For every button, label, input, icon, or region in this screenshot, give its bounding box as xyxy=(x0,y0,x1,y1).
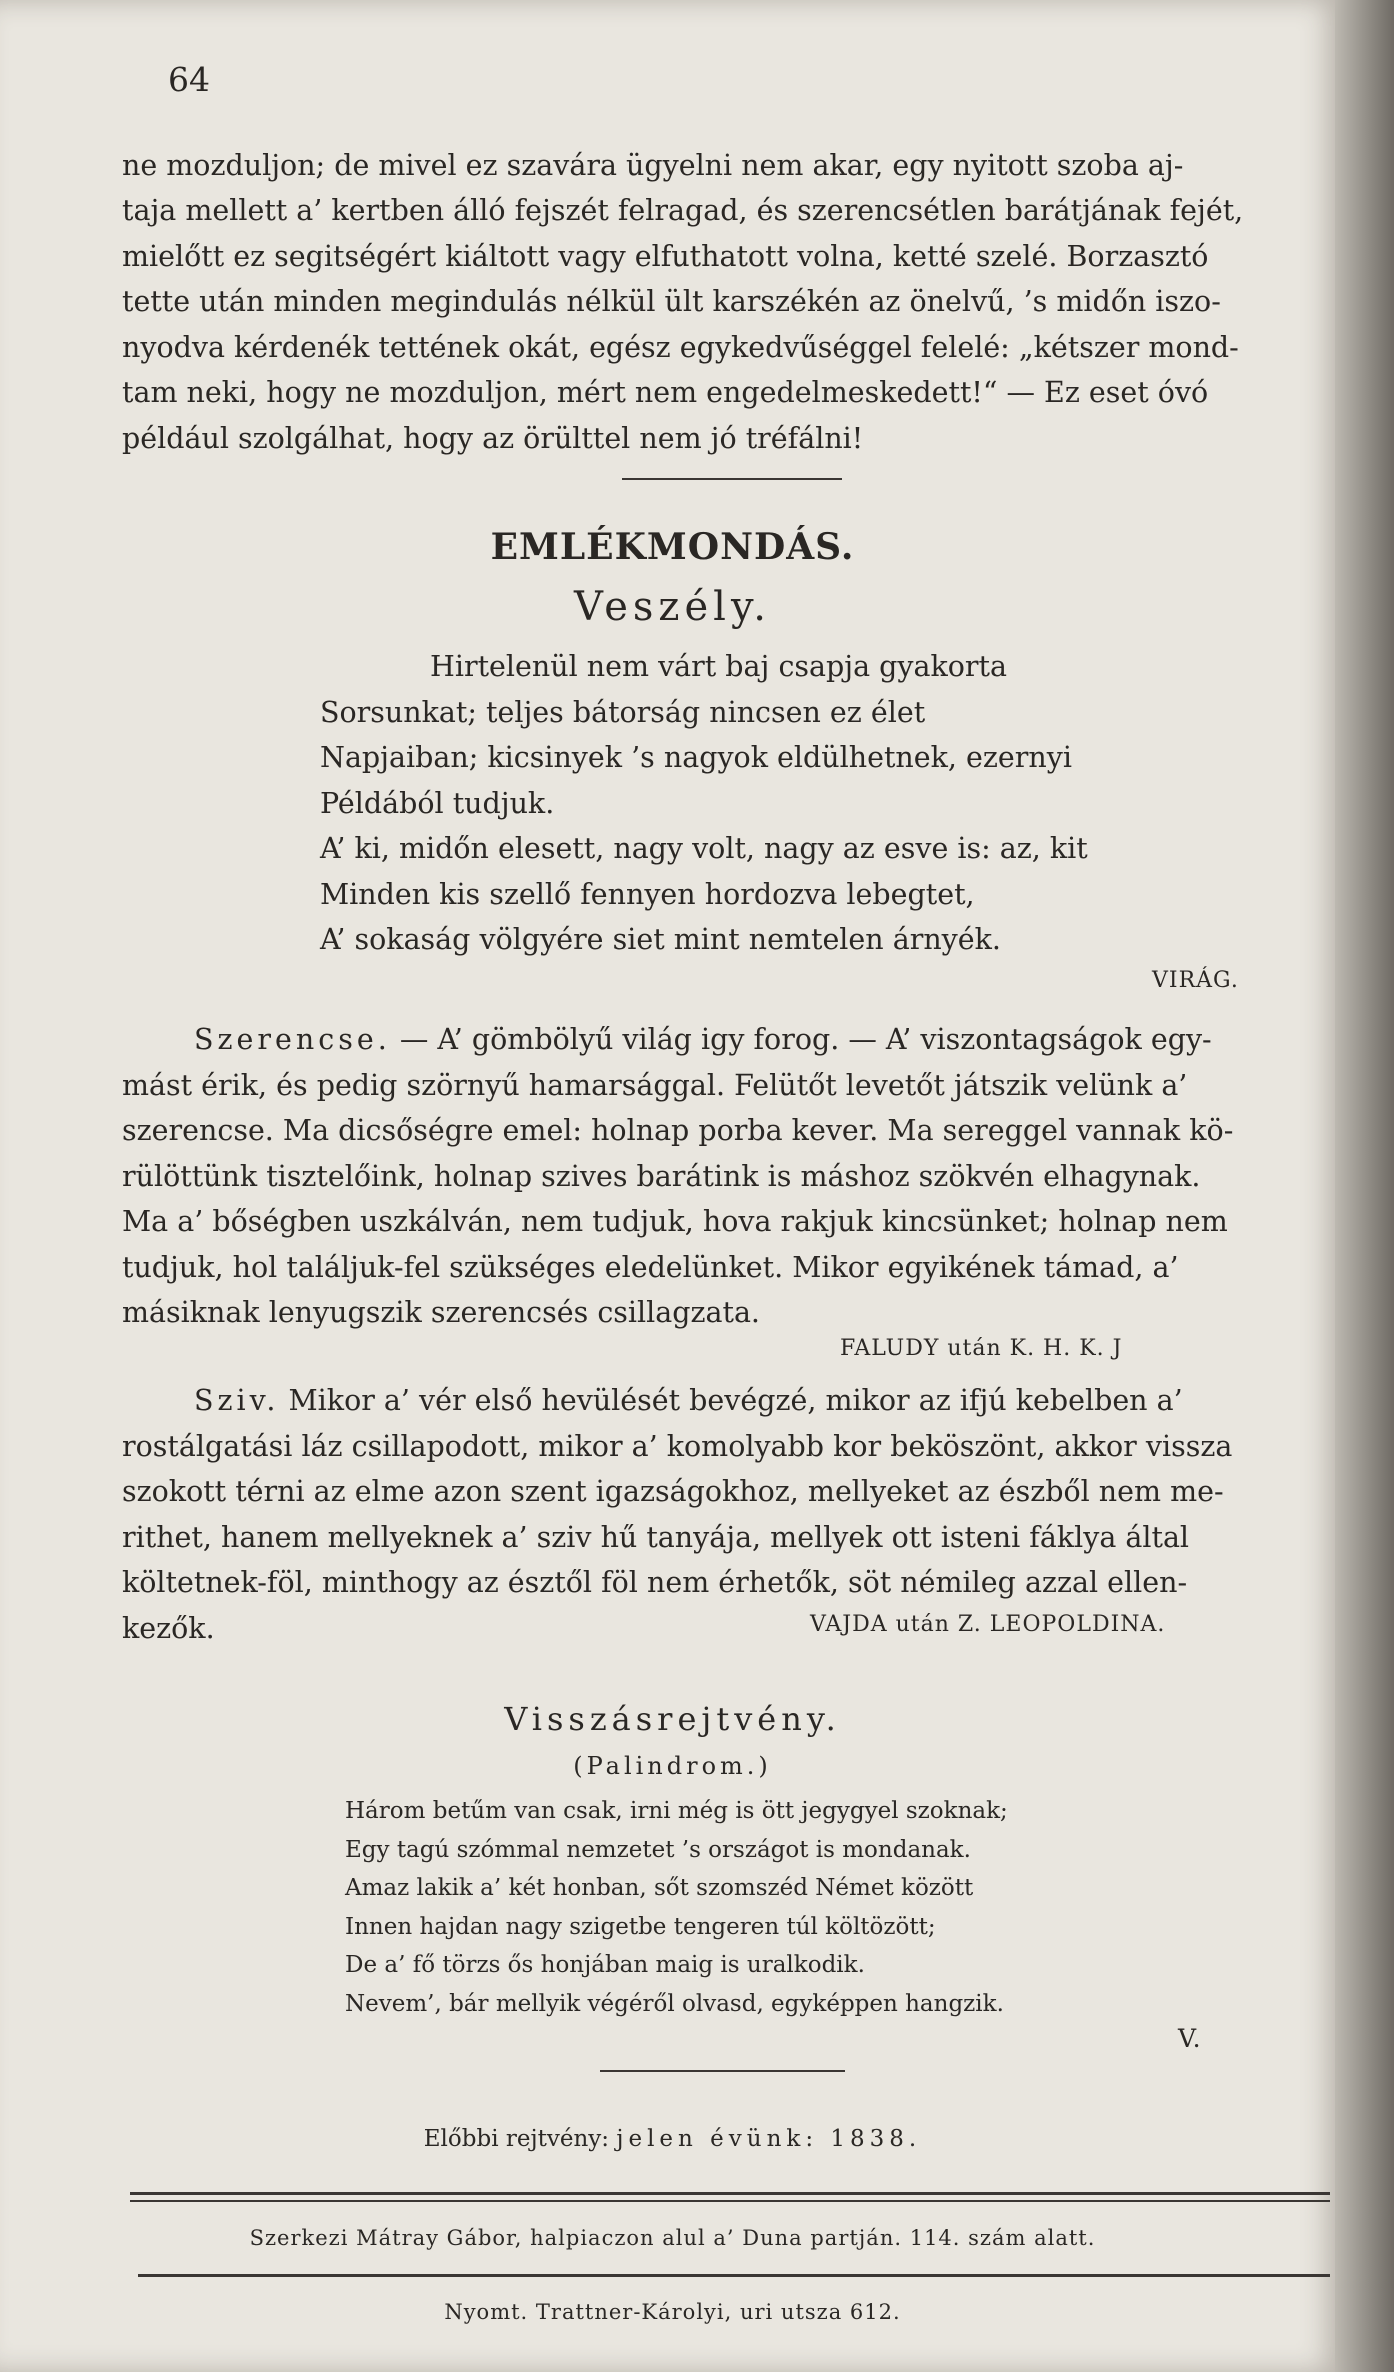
szerencse-line: — A’ gömbölyű világ igy forog. — A’ viszontagságok egy- xyxy=(399,1023,1212,1056)
divider xyxy=(622,478,842,480)
previous-solution xyxy=(0,2126,1345,2152)
sziv-line-first xyxy=(122,1378,1330,1424)
szerencse-line: rülöttünk tisztelőink, holnap szives barátink is máshoz szökvén elhagynak. xyxy=(122,1160,1201,1193)
poem-line: Példából tudjuk. xyxy=(320,786,555,820)
szerencse-author: FALUDY után K. H. K. J xyxy=(840,1336,1123,1361)
riddle-subtitle: (Palindrom.) xyxy=(573,1752,772,1780)
sziv-line: költetnek-föl, minthogy az észtől föl nem érhetők, söt némileg azzal ellen- xyxy=(122,1566,1188,1599)
poem-line: Minden kis szellő fennyen hordozva lebegtet, xyxy=(320,877,975,911)
footer-editor: Szerkezi Mátray Gábor, halpiaczon alul a’ Duna partján. 114. szám alatt. xyxy=(249,2226,1096,2250)
szerencse-line: mást érik, és pedig szörnyű hamarsággal. Felütőt levetőt játszik velünk a’ xyxy=(122,1069,1188,1102)
sziv-line: szokott térni az elme azon szent igazságokhoz, mellyeket az észből nem me- xyxy=(122,1475,1224,1508)
story-line: ne mozduljon; de mivel ez szavára ügyelni nem akar, egy nyitott szoba aj- xyxy=(122,149,1184,182)
sziv-line: kezők. xyxy=(122,1612,215,1645)
footer-rule-top xyxy=(130,2192,1330,2195)
story-line: taja mellett a’ kertben álló fejszét felragad, és szerencsétlen barátjának fejét, xyxy=(122,194,1244,227)
szerencse-line: másiknak lenyugszik szerencsés csillagzata. xyxy=(122,1296,760,1329)
previous-solution-label: Előbbi rejtvény: xyxy=(423,2126,610,2152)
story-line: nyodva kérdenék tettének okát, egész egykedvűséggel felelé: „kétszer mond- xyxy=(122,331,1239,364)
poem-line: Napjaiban; kicsinyek ’s nagyok eldülhetnek, ezernyi xyxy=(320,741,1072,774)
footer-rule-top-thin xyxy=(130,2200,1330,2202)
story-line: például szolgálhat, hogy az örülttel nem jó tréfálni! xyxy=(122,422,864,455)
riddle-line: Amaz lakik a’ két honban, sőt szomszéd Német között xyxy=(345,1875,974,1901)
riddle-author: V. xyxy=(1178,2024,1202,2053)
page-edge-shadow xyxy=(1335,0,1394,2372)
sziv-author: VAJDA után Z. LEOPOLDINA. xyxy=(810,1612,1166,1637)
riddle-line: Innen hajdan nagy szigetbe tengeren túl költözött; xyxy=(345,1913,936,1940)
szerencse-line: Ma a’ bőségben uszkálván, nem tudjuk, hova rakjuk kincsünket; holnap nem xyxy=(122,1205,1228,1238)
poem-author: VIRÁG. xyxy=(1152,968,1239,993)
story-line: mielőtt ez segitségért kiáltott vagy elfuthatott volna, ketté szelé. Borzasztó xyxy=(122,240,1209,273)
section-subtitle: Veszély. xyxy=(574,584,771,630)
footer-printer: Nyomt. Trattner-Károlyi, uri utsza 612. xyxy=(444,2300,901,2324)
riddle-line: Egy tagú szómmal nemzetet ’s országot is mondanak. xyxy=(345,1836,971,1863)
sziv-term: Sziv. xyxy=(194,1384,280,1417)
poem-line: A’ sokaság völgyére siet mint nemtelen árnyék. xyxy=(320,923,1001,956)
szerencse-line-first xyxy=(122,1017,1330,1063)
poem-line: Hirtelenül nem várt baj csapja gyakorta xyxy=(430,650,1007,683)
riddle-poem xyxy=(345,1792,1008,2023)
sziv-line: rostálgatási láz csillapodott, mikor a’ komolyabb kor beköszönt, akkor vissza xyxy=(122,1430,1233,1463)
story-line: tam neki, hogy ne mozduljon, mért nem engedelmeskedett!“ — Ez eset óvó xyxy=(122,376,1209,409)
footer-rule-bottom xyxy=(138,2274,1330,2277)
sziv-line: Mikor a’ vér első hevülését bevégzé, mikor az ifjú kebelben a’ xyxy=(288,1384,1183,1417)
poem-line: Sorsunkat; teljes bátorság nincsen ez élet xyxy=(320,695,926,729)
riddle-line: Három betűm van csak, irni még is ött jegygyel szoknak; xyxy=(345,1798,1008,1824)
riddle-title: Visszásrejtvény. xyxy=(504,1700,841,1738)
riddle-line: De a’ fő törzs ős honjában maig is uralkodik. xyxy=(345,1952,865,1978)
previous-solution-answer: jelen évünk: 1838. xyxy=(616,2126,922,2152)
section-title: EMLÉKMONDÁS. xyxy=(490,526,855,568)
szerencse-line: tudjuk, hol találjuk-fel szükséges eledelünket. Mikor egyikének támad, a’ xyxy=(122,1251,1179,1284)
szerencse-term: Szerencse. xyxy=(194,1023,391,1056)
szerencse-line: szerencse. Ma dicsőségre emel: holnap porba kever. Ma sereggel vannak kö- xyxy=(122,1114,1234,1147)
story-line: tette után minden megindulás nélkül ült karszékén az önelvű, ’s midőn iszo- xyxy=(122,285,1221,318)
riddle-line: Nevem’, bár mellyik végéről olvasd, egyképpen hangzik. xyxy=(345,1990,1004,2017)
poem-veszely xyxy=(320,644,1088,963)
poem-line: A’ ki, midőn elesett, nagy volt, nagy az esve is: az, kit xyxy=(320,832,1088,865)
sziv-line: rithet, hanem mellyeknek a’ sziv hű tanyája, mellyek ott isteni fáklya által xyxy=(122,1521,1190,1554)
page-number: 64 xyxy=(168,60,210,99)
divider xyxy=(600,2070,845,2072)
